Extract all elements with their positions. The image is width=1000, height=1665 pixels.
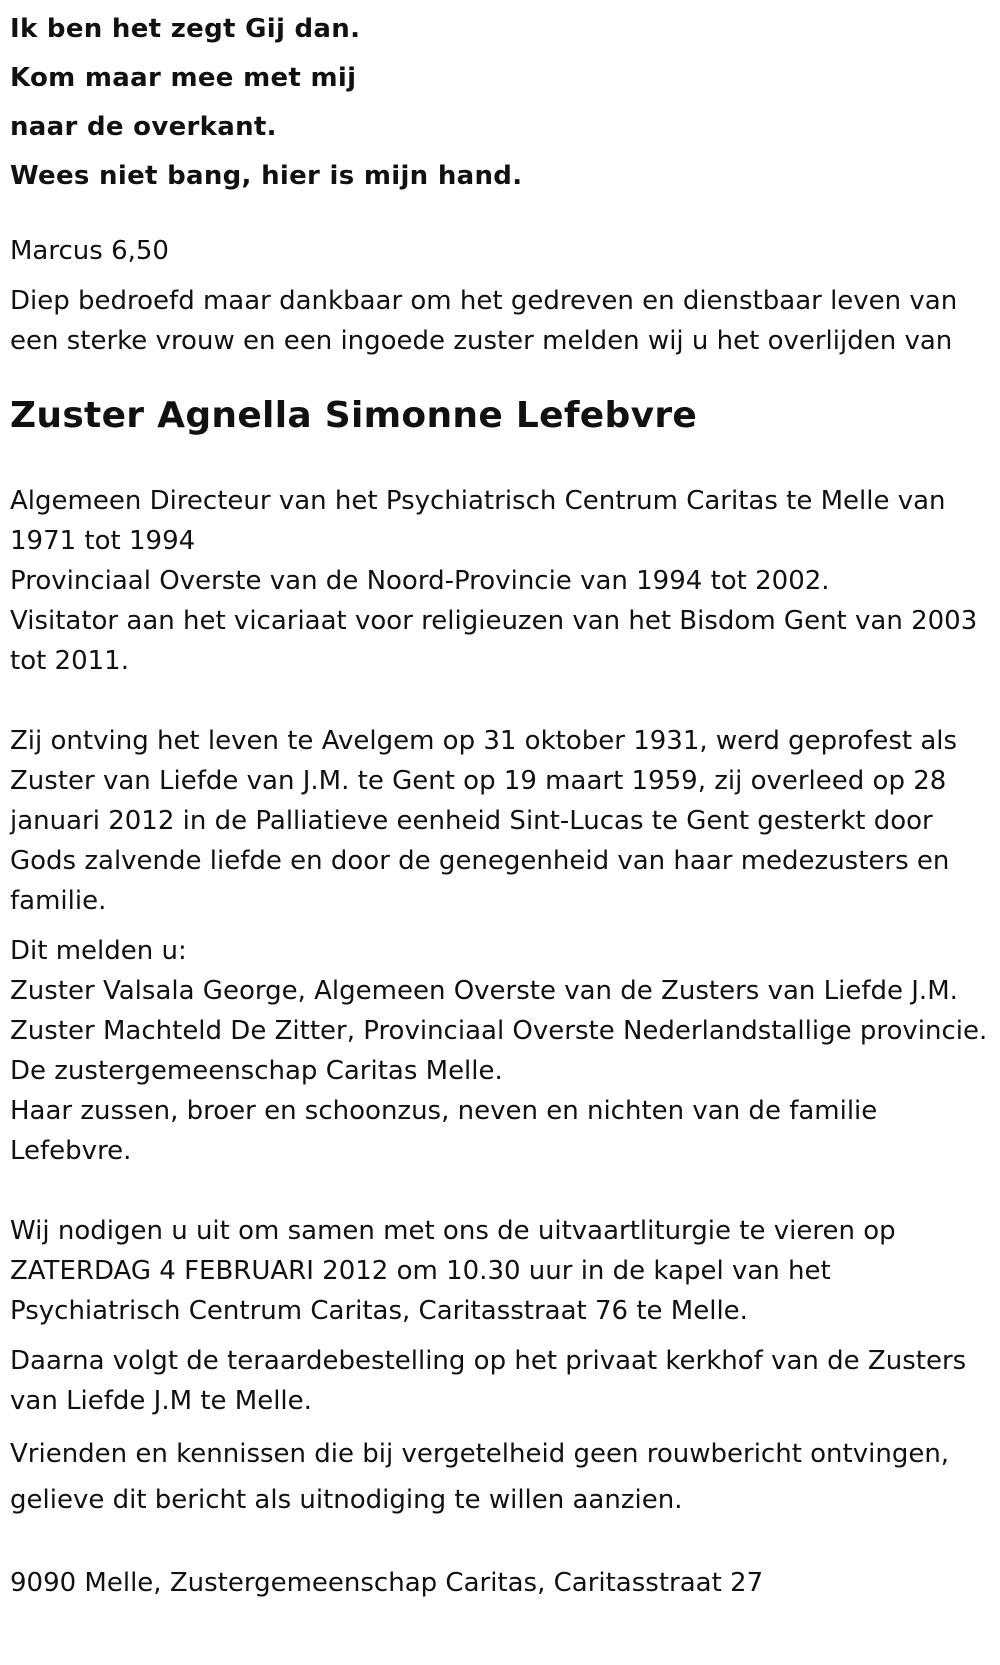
verse-reference: Marcus 6,50	[10, 236, 169, 266]
career-item: Algemeen Directeur van het Psychiatrisch Centrum Caritas te Melle van 1971 tot 1994	[10, 486, 946, 556]
career-list	[10, 481, 995, 681]
obituary-notice	[10, 0, 995, 1603]
announcer-item: De zustergemeenschap Caritas Melle.	[10, 1056, 503, 1086]
announcer-item: Haar zussen, broer en schoonzus, neven en nichten van de familie Lefebvre.	[10, 1096, 878, 1166]
invitation-text: Wij nodigen u uit om samen met ons de uitvaartliturgie te vieren op ZATERDAG 4 FEBRUARI 2012 om 10.30 uur in de kapel van het Psychiatrisch Centrum Caritas, Caritasstraat 76 te Melle.	[10, 1216, 896, 1326]
burial-text: Daarna volgt de teraardebestelling op het privaat kerkhof van de Zusters van Liefde J.M te Melle.	[10, 1346, 967, 1416]
career-item: Provinciaal Overste van de Noord-Provincie van 1994 tot 2002.	[10, 566, 830, 596]
intro-text: Diep bedroefd maar dankbaar om het gedreven en dienstbaar leven van een sterke vrouw en een ingoede zuster melden wij u het overlijden van	[10, 286, 958, 356]
deceased-name: Zuster Agnella Simonne Lefebvre	[10, 395, 698, 436]
verse	[10, 0, 995, 201]
announcers-heading: Dit melden u:	[10, 936, 187, 966]
announcer-item: Zuster Machteld De Zitter, Provinciaal Overste Nederlandstallige provincie.	[10, 1016, 988, 1046]
notice-text: Vrienden en kennissen die bij vergetelheid geen rouwbericht ontvingen, gelieve dit bericht als uitnodiging te willen aanzien.	[10, 1439, 950, 1515]
address-text: 9090 Melle, Zustergemeenschap Caritas, Caritasstraat 27	[10, 1568, 764, 1598]
verse-line: naar de overkant.	[10, 112, 277, 142]
announcers-list	[10, 971, 995, 1171]
verse-line: Ik ben het zegt Gij dan.	[10, 14, 361, 44]
announcer-item: Zuster Valsala George, Algemeen Overste van de Zusters van Liefde J.M.	[10, 976, 958, 1006]
verse-line: Kom maar mee met mij	[10, 63, 357, 93]
career-item: Visitator aan het vicariaat voor religieuzen van het Bisdom Gent van 2003 tot 2011.	[10, 606, 978, 676]
life-text: Zij ontving het leven te Avelgem op 31 oktober 1931, werd geprofest als Zuster van Liefde van J.M. te Gent op 19 maart 1959, zij overleed op 28 januari 2012 in de Palliatieve eenheid Sint-Lucas te Gent gesterkt door Gods zalvende liefde en door de genegenheid van haar medezusters en familie.	[10, 726, 958, 916]
verse-line: Wees niet bang, hier is mijn hand.	[10, 161, 523, 191]
